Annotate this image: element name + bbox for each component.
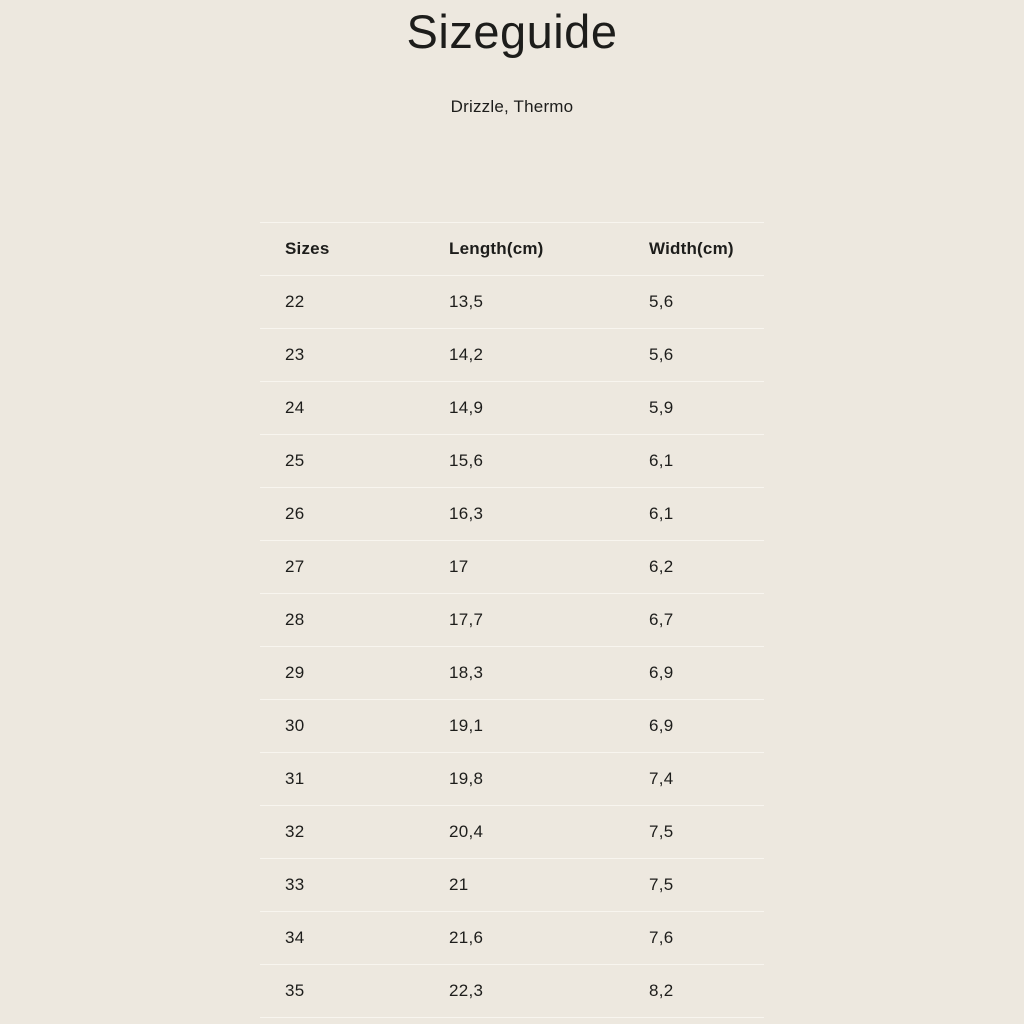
length-cell: 21,6 [424, 912, 624, 965]
size-cell: 25 [260, 435, 424, 488]
width-cell: 7,4 [624, 753, 764, 806]
width-cell: 7,6 [624, 912, 764, 965]
size-cell: 27 [260, 541, 424, 594]
size-cell: 30 [260, 700, 424, 753]
table-row [260, 488, 764, 541]
size-table-header [260, 223, 764, 276]
size-cell: 22 [260, 276, 424, 329]
size-cell: 31 [260, 753, 424, 806]
width-cell: 5,6 [624, 329, 764, 382]
header-row [260, 223, 764, 276]
width-cell: 7,5 [624, 859, 764, 912]
size-cell: 28 [260, 594, 424, 647]
size-cell: 24 [260, 382, 424, 435]
table-row [260, 700, 764, 753]
table-row [260, 435, 764, 488]
size-cell: 26 [260, 488, 424, 541]
width-cell: 5,6 [624, 276, 764, 329]
table-row [260, 276, 764, 329]
size-table [260, 222, 764, 1018]
table-row [260, 753, 764, 806]
width-cell: 6,2 [624, 541, 764, 594]
table-row [260, 382, 764, 435]
table-row [260, 647, 764, 700]
length-cell: 15,6 [424, 435, 624, 488]
width-cell: 6,7 [624, 594, 764, 647]
size-cell: 35 [260, 965, 424, 1018]
width-cell: 6,1 [624, 435, 764, 488]
length-cell: 14,2 [424, 329, 624, 382]
column-header-width: Width(cm) [624, 223, 764, 276]
length-cell: 18,3 [424, 647, 624, 700]
size-cell: 34 [260, 912, 424, 965]
page-subtitle: Drizzle, Thermo [450, 97, 574, 117]
width-cell: 6,9 [624, 647, 764, 700]
size-cell: 23 [260, 329, 424, 382]
table-row [260, 806, 764, 859]
table-row [260, 912, 764, 965]
column-header-sizes: Sizes [260, 223, 424, 276]
size-table-body [260, 276, 764, 1018]
size-cell: 32 [260, 806, 424, 859]
length-cell: 20,4 [424, 806, 624, 859]
size-cell: 29 [260, 647, 424, 700]
width-cell: 7,5 [624, 806, 764, 859]
table-row [260, 594, 764, 647]
table-row [260, 965, 764, 1018]
length-cell: 22,3 [424, 965, 624, 1018]
length-cell: 13,5 [424, 276, 624, 329]
page-title: Sizeguide [406, 5, 618, 58]
table-row [260, 541, 764, 594]
width-cell: 8,2 [624, 965, 764, 1018]
length-cell: 17 [424, 541, 624, 594]
length-cell: 17,7 [424, 594, 624, 647]
width-cell: 6,1 [624, 488, 764, 541]
width-cell: 6,9 [624, 700, 764, 753]
length-cell: 19,1 [424, 700, 624, 753]
table-row [260, 859, 764, 912]
column-header-length: Length(cm) [424, 223, 624, 276]
length-cell: 16,3 [424, 488, 624, 541]
length-cell: 21 [424, 859, 624, 912]
table-row [260, 329, 764, 382]
width-cell: 5,9 [624, 382, 764, 435]
length-cell: 19,8 [424, 753, 624, 806]
size-cell: 33 [260, 859, 424, 912]
length-cell: 14,9 [424, 382, 624, 435]
